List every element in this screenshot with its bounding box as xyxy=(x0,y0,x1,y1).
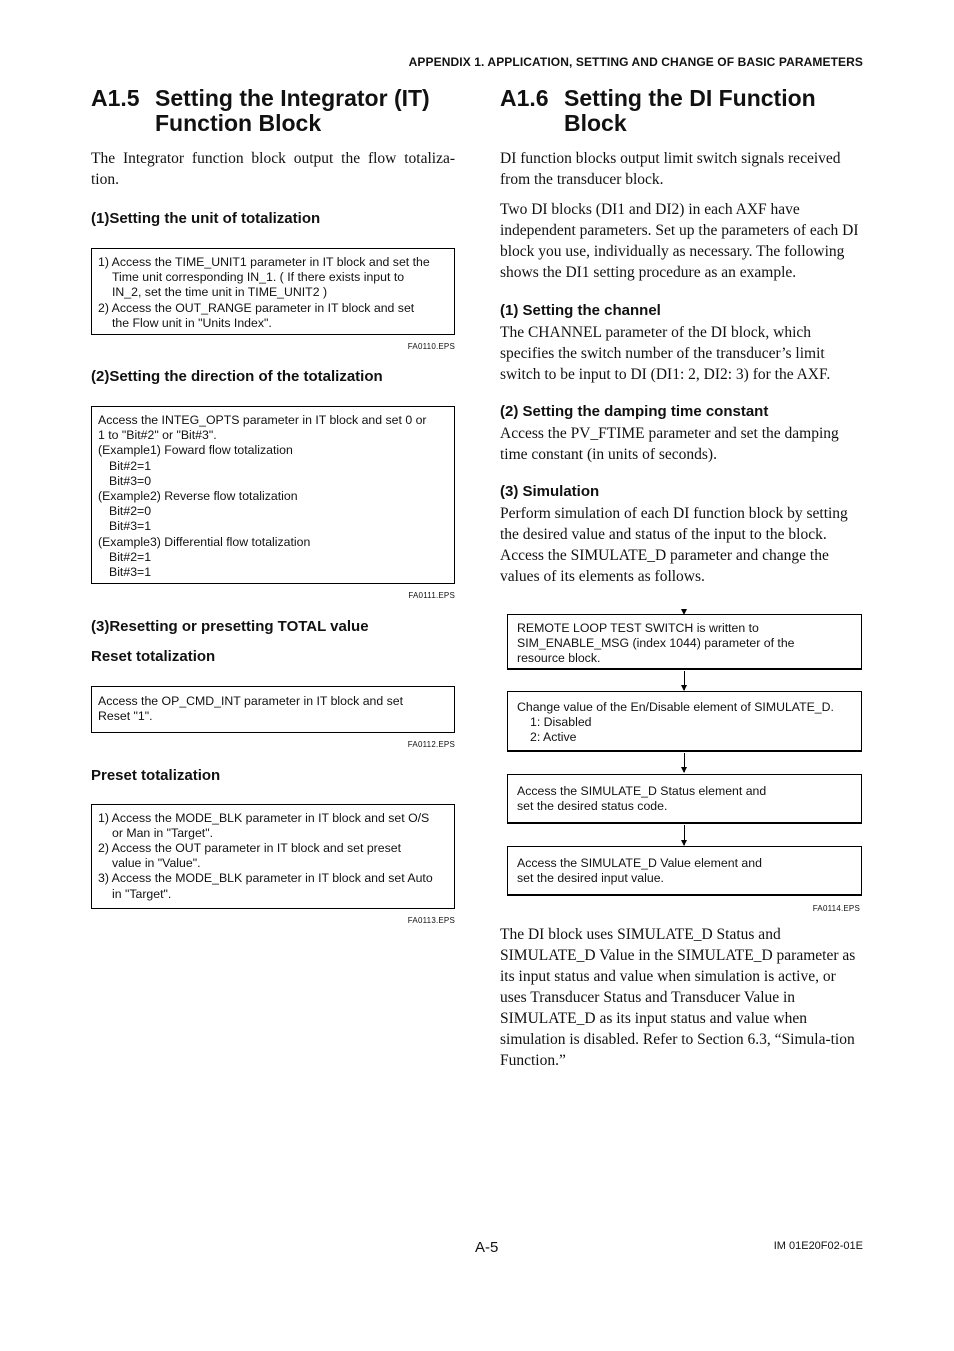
subheading-unit: (1)Setting the unit of totalization xyxy=(91,210,321,227)
box-line: Access the SIMULATE_D Value element and xyxy=(517,856,762,870)
box-line: (Example1) Foward flow totalization xyxy=(98,443,293,458)
flow-arrow xyxy=(684,753,685,772)
figure-id: FA0111.EPS xyxy=(408,591,455,601)
section-number: A1.5 xyxy=(91,85,140,111)
box-line: Reset "1". xyxy=(98,709,153,724)
box-line: value in "Value". xyxy=(112,856,201,871)
box-line: the Flow unit in "Units Index". xyxy=(112,315,272,330)
document-number: IM 01E20F02-01E xyxy=(773,1240,863,1252)
box-line: (Example3) Differential flow totalization xyxy=(98,534,311,549)
box-line: Bit#3=1 xyxy=(109,565,152,580)
box-line: Bit#2=1 xyxy=(109,549,152,564)
running-header: APPENDIX 1. APPLICATION, SETTING AND CHANGE OF BASIC PARAMETERS xyxy=(408,55,863,69)
paragraph: Two DI blocks (DI1 and DI2) in each AXF have independent parameters. Set up the parameters of each DI block you use, individually as necessary. The following shows the DI1 setting procedure as an example. xyxy=(500,201,859,281)
box-line: Bit#3=1 xyxy=(109,519,152,534)
box-line: in "Target". xyxy=(112,886,172,901)
box-line: Bit#2=1 xyxy=(109,458,152,473)
paragraph: DI function blocks output limit switch signals received from the transducer block. xyxy=(500,150,841,188)
section-heading-a1-5 xyxy=(91,86,455,136)
subheading-simulation: (3) Simulation xyxy=(500,483,600,500)
box-line: Access the SIMULATE_D Status element and xyxy=(517,784,767,798)
box-line: resource block. xyxy=(517,651,601,666)
unit-steps-box xyxy=(91,248,455,335)
box-line: Bit#3=0 xyxy=(109,473,152,488)
figure-id: FA0110.EPS xyxy=(407,342,455,352)
left-column xyxy=(91,86,455,925)
flow-step-4 xyxy=(507,846,862,896)
box-line: 2) Access the OUT parameter in IT block and set preset xyxy=(98,841,402,856)
box-line: 3) Access the MODE_BLK parameter in IT block and set Auto xyxy=(98,871,433,886)
box-line: 1 to "Bit#2" or "Bit#3". xyxy=(98,428,217,443)
box-line: or Man in "Target". xyxy=(112,825,213,840)
subheading-direction: (2)Setting the direction of the totalization xyxy=(91,368,383,386)
flow-arrow xyxy=(684,825,685,845)
flow-step-1 xyxy=(507,614,862,670)
box-line: Access the INTEG_OPTS parameter in IT block and set 0 or xyxy=(98,413,427,428)
figure-id: FA0114.EPS xyxy=(812,904,860,913)
box-line: REMOTE LOOP TEST SWITCH is written to xyxy=(517,621,759,635)
closing-paragraph: The DI block uses SIMULATE_D Status and SIMULATE_D Value in the SIMULATE_D parameter as its input status and value when simulation is active, or uses Transducer Status and Transducer Value in SIMULATE_D as its input status and value when simulation is disabled. Refer to Section 6.3, “Simula-tion Function.” xyxy=(500,926,856,1069)
paragraph: The CHANNEL parameter of the DI block, which specifies the switch number of the transducer’s limit switch to be input to DI (DI1: 2, DI2: 3) for the AXF. xyxy=(500,324,831,383)
direction-box xyxy=(91,406,455,584)
page-number: A-5 xyxy=(475,1239,499,1256)
subheading-damping: (2) Setting the damping time constant xyxy=(500,403,769,420)
box-line: set the desired status code. xyxy=(517,799,668,814)
subheading-channel: (1) Setting the channel xyxy=(500,302,661,319)
right-column xyxy=(500,86,862,1071)
figure-id: FA0113.EPS xyxy=(407,915,455,925)
subheading-reset: Reset totalization xyxy=(91,648,216,666)
reset-box xyxy=(91,686,455,732)
subheading-preset: Preset totalization xyxy=(91,766,221,784)
section-heading-a1-6 xyxy=(500,86,862,136)
paragraph: Perform simulation of each DI function block by setting the desired value and status of the input to the block. Access the SIMULATE_D parameter and change the values of its elements as follows. xyxy=(500,505,848,585)
box-line: IN_2, set the time unit in TIME_UNIT2 ) xyxy=(112,285,328,300)
box-line: set the desired input value. xyxy=(517,871,664,886)
box-line: 1: Disabled xyxy=(530,715,592,730)
box-line: Bit#2=0 xyxy=(109,504,152,519)
flow-step-2 xyxy=(507,691,862,752)
box-line: 2) Access the OUT_RANGE parameter in IT block and set xyxy=(98,300,415,315)
section-title: Setting the DI Function Block xyxy=(564,85,816,136)
paragraph: Access the PV_FTIME parameter and set the damping time constant (in units of seconds). xyxy=(500,425,839,463)
preset-box xyxy=(91,804,455,909)
box-line: Time unit corresponding IN_1. ( If there exists input to xyxy=(112,270,405,285)
section-title: Setting the Integrator (IT) Function Block xyxy=(155,85,430,136)
box-line: 1) Access the MODE_BLK parameter in IT block and set O/S xyxy=(98,810,430,825)
subheading-reset-preset: (3)Resetting or presetting TOTAL value xyxy=(91,618,369,636)
box-line: 2: Active xyxy=(530,730,577,745)
box-line: (Example2) Reverse flow totalization xyxy=(98,489,298,504)
figure-id: FA0112.EPS xyxy=(407,739,455,749)
box-line: Access the OP_CMD_INT parameter in IT block and set xyxy=(98,694,404,709)
box-line: 1) Access the TIME_UNIT1 parameter in IT block and set the xyxy=(98,255,430,269)
box-line: SIM_ENABLE_MSG (index 1044) parameter of the xyxy=(517,636,795,651)
intro-paragraph: The Integrator function block output the flow totaliza-tion. xyxy=(91,150,455,188)
section-number: A1.6 xyxy=(500,85,549,111)
box-line: Change value of the En/Disable element of SIMULATE_D. xyxy=(517,700,834,714)
flow-arrow xyxy=(684,671,685,690)
flow-step-3 xyxy=(507,774,862,824)
simulation-flowchart xyxy=(500,614,862,924)
